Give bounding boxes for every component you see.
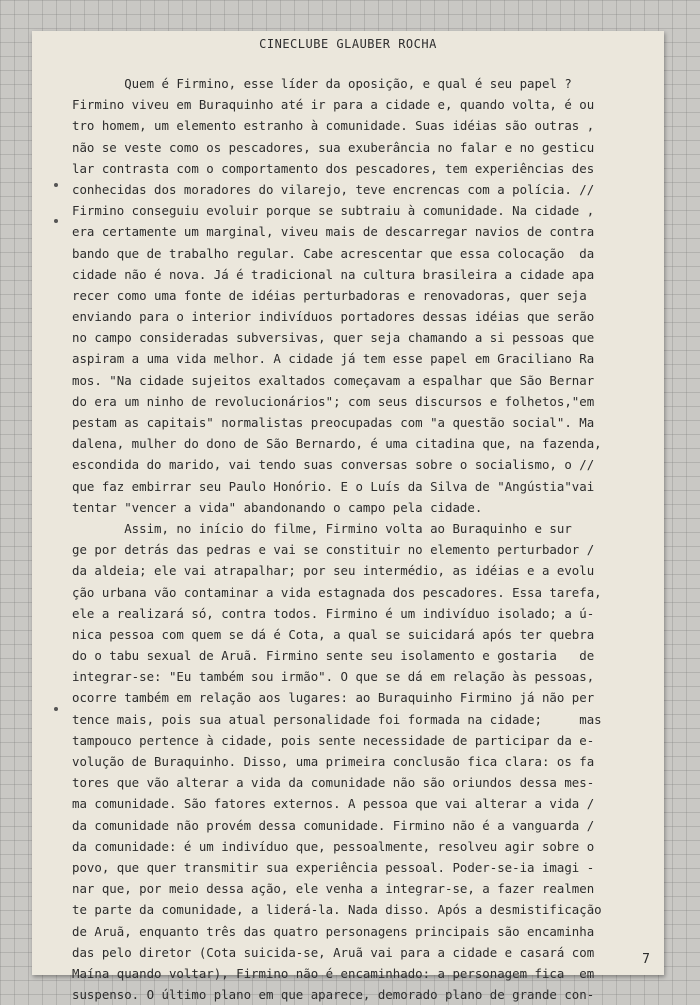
text-line: ma comunidade. São fatores externos. A pessoa que vai alterar a vida / (72, 796, 595, 812)
text-line: conhecidas dos moradores do vilarejo, teve encrencas com a polícia. // (72, 181, 595, 197)
text-line: no campo consideradas subversivas, quer seja chamando a si pessoas que (72, 330, 595, 346)
text-line: cidade não é nova. Já é tradicional na cultura brasileira a cidade apa (72, 266, 595, 282)
page-number: 7 (642, 952, 650, 967)
text-line: povo, que quer transmitir sua experiência pessoal. Poder-se-ia imagi - (72, 859, 595, 875)
text-line: aspiram a uma vida melhor. A cidade já tem esse papel em Graciliano Ra (72, 351, 595, 367)
text-line: integrar-se: "Eu também sou irmão". O que se dá em relação às pessoas, (72, 669, 595, 685)
text-line: da comunidade não provém dessa comunidade. Firmino não é a vanguarda / (72, 817, 595, 833)
body-text (72, 73, 652, 1005)
text-line: não se veste como os pescadores, sua exuberância no falar e no gesticu (72, 139, 595, 155)
text-line: da aldeia; ele vai atrapalhar; por seu intermédio, as idéias e a evolu (72, 563, 595, 579)
text-line: da comunidade: é um indivíduo que, pessoalmente, resolveu agir sobre o (72, 838, 595, 854)
text-line: tence mais, pois sua atual personalidade foi formada na cidade; mas (72, 711, 602, 727)
text-line: Firmino conseguiu evoluir porque se subtraiu à comunidade. Na cidade , (72, 203, 595, 219)
text-line: nar que, por meio dessa ação, ele venha a integrar-se, a fazer realmen (72, 881, 595, 897)
text-line: pestam as capitais" normalistas preocupadas com "a questão social". Ma (72, 415, 595, 430)
text-line: de Aruã, enquanto três das quatro personagens principais são encaminha (72, 923, 595, 939)
text-line: que faz embirrar seu Paulo Honório. E o Luís da Silva de "Angústia"vai (72, 478, 595, 494)
text-line: tro homem, um elemento estranho à comunidade. Suas idéias são outras , (72, 118, 595, 134)
text-line: escondida do marido, vai tendo suas conversas sobre o socialismo, o // (72, 457, 595, 473)
text-line: do o tabu sexual de Aruã. Firmino sente seu isolamento e gostaria de (72, 648, 595, 664)
text-line: ge por detrás das pedras e vai se constituir no elemento perturbador / (72, 542, 595, 558)
document-heading: CINECLUBE GLAUBER ROCHA (259, 37, 437, 51)
text-line: te parte da comunidade, a liderá-la. Nada disso. Após a desmistificação (72, 902, 602, 918)
text-line: lar contrasta com o comportamento dos pescadores, tem experiências des (72, 160, 595, 176)
text-line: volução de Buraquinho. Disso, uma primeira conclusão fica clara: os fa (72, 754, 595, 769)
text-line: Quem é Firmino, esse líder da oposição, e qual é seu papel ? (72, 76, 572, 91)
text-line: tampouco pertence à cidade, pois sente necessidade de participar da e- (72, 732, 595, 748)
text-line: Assim, no início do filme, Firmino volta ao Buraquinho e sur (72, 520, 572, 536)
text-line: das pelo diretor (Cota suicida-se, Aruã vai para a cidade e casará com (72, 944, 595, 960)
text-line: enviando para o interior indivíduos portadores dessas idéias que serão (72, 309, 595, 325)
text-line: ele a realizará só, contra todos. Firmino é um indivíduo isolado; a ú- (72, 605, 595, 621)
text-line: bando que de trabalho regular. Cabe acrescentar que essa colocação da (72, 245, 595, 261)
text-line: do era um ninho de revolucionários"; com seus discursos e folhetos,"em (72, 393, 595, 409)
text-line: Firmino viveu em Buraquinho até ir para a cidade e, quando volta, é ou (72, 97, 595, 113)
text-line: ção urbana vão contaminar a vida estagnada dos pescadores. Essa tarefa, (72, 584, 602, 600)
text-line: Maína quando voltar), Firmino não é encaminhado: a personagem fica em (72, 965, 595, 981)
margin-bullet-mark (54, 707, 58, 711)
text-line: tentar "vencer a vida" abandonando o campo pela cidade. (72, 499, 483, 515)
text-line: recer como uma fonte de idéias perturbadoras e renovadoras, quer seja (72, 287, 587, 303)
margin-bullet-mark (54, 219, 58, 223)
text-line: tores que vão alterar a vida da comunidade não são oriundos dessa mes- (72, 775, 595, 791)
text-line: nica pessoa com quem se dá é Cota, a qual se suicidará após ter quebra (72, 626, 595, 642)
document-page (32, 31, 664, 1003)
text-line: ocorre também em relação aos lugares: ao Buraquinho Firmino já não per (72, 690, 595, 706)
text-line: era certamente um marginal, viveu mais de descarregar navios de contra (72, 224, 595, 240)
margin-bullet-mark (54, 183, 58, 187)
text-line: mos. "Na cidade sujeitos exaltados começavam a espalhar que São Bernar (72, 372, 595, 388)
text-line: suspenso. O último plano em que aparece, demorado plano de grande con- (72, 987, 595, 1003)
text-line: dalena, mulher do dono de São Bernardo, é uma citadina que, na fazenda, (72, 436, 602, 452)
